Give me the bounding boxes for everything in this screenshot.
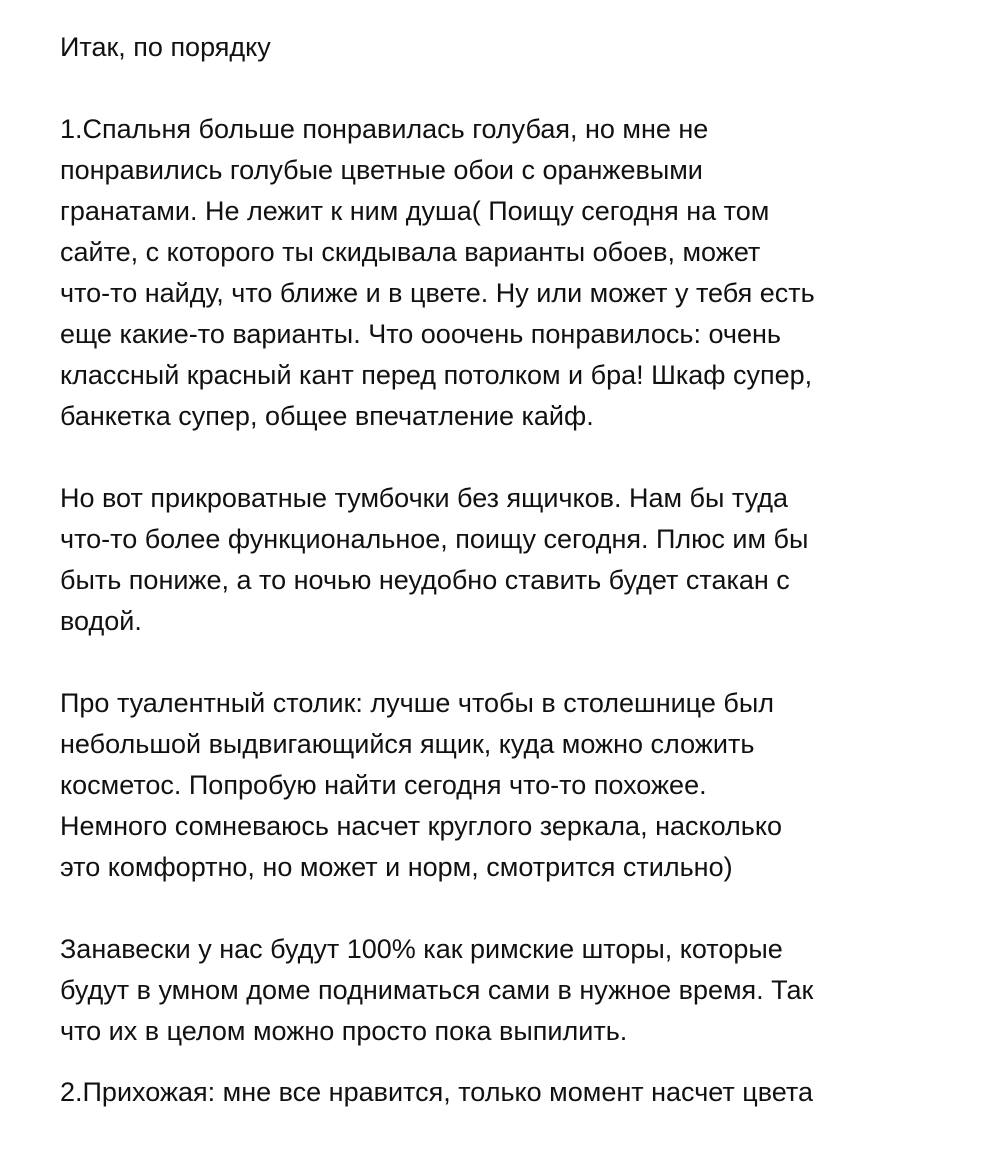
- text-line: небольшой выдвигающийся ящик, куда можно сложить: [60, 729, 755, 759]
- text-line: быть пониже, а то ночью неудобно ставить будет стакан с: [60, 565, 790, 595]
- paragraph-gap: [60, 642, 960, 683]
- text-line: что-то найду, что ближе и в цвете. Ну или может у тебя есть: [60, 278, 815, 308]
- text-line: гранатами. Не лежит к ним душа( Поищу сегодня на том: [60, 196, 770, 226]
- text-line: что-то более функциональное, поищу сегодня. Плюс им бы: [60, 524, 809, 554]
- text-line: классный красный кант перед потолком и бра! Шкаф супер,: [60, 360, 813, 390]
- text-line: 1.Спальня больше понравилась голубая, но мне не: [60, 114, 709, 144]
- paragraph-gap: [60, 437, 960, 478]
- paragraph-gap: [60, 888, 960, 929]
- text-line: сайте, с которого ты скидывала варианты обоев, может: [60, 237, 761, 267]
- paragraph-gap: [60, 1052, 960, 1072]
- text-line: Немного сомневаюсь насчет круглого зеркала, насколько: [60, 811, 782, 841]
- paragraph-curtains: [60, 929, 960, 1052]
- paragraph-dressing-table: [60, 683, 960, 888]
- text-line: банкетка супер, общее впечатление кайф.: [60, 401, 594, 431]
- text-line: понравились голубые цветные обои с оранжевыми: [60, 155, 703, 185]
- text-line: Но вот прикроватные тумбочки без ящичков. Нам бы туда: [60, 483, 788, 513]
- message-text: [60, 27, 960, 1113]
- intro-line: Итак, по порядку: [60, 32, 271, 62]
- text-line: Про туалентный столик: лучше чтобы в столешнице был: [60, 688, 774, 718]
- text-line: водой.: [60, 606, 142, 636]
- text-line: 2.Прихожая: мне все нравится, только момент насчет цвета: [60, 1077, 813, 1107]
- paragraph-gap: [60, 68, 960, 109]
- paragraph-bedroom: [60, 109, 960, 437]
- text-line: это комфортно, но может и норм, смотрится стильно): [60, 852, 733, 882]
- paragraph-hallway: [60, 1072, 960, 1113]
- text-line: Занавески у нас будут 100% как римские шторы, которые: [60, 934, 783, 964]
- text-line: косметос. Попробую найти сегодня что-то похожее.: [60, 770, 707, 800]
- text-line: будут в умном доме подниматься сами в нужное время. Так: [60, 975, 814, 1005]
- text-line: еще какие-то варианты. Что ооочень понравилось: очень: [60, 319, 781, 349]
- text-line: что их в целом можно просто пока выпилить.: [60, 1016, 628, 1046]
- paragraph-nightstands: [60, 478, 960, 642]
